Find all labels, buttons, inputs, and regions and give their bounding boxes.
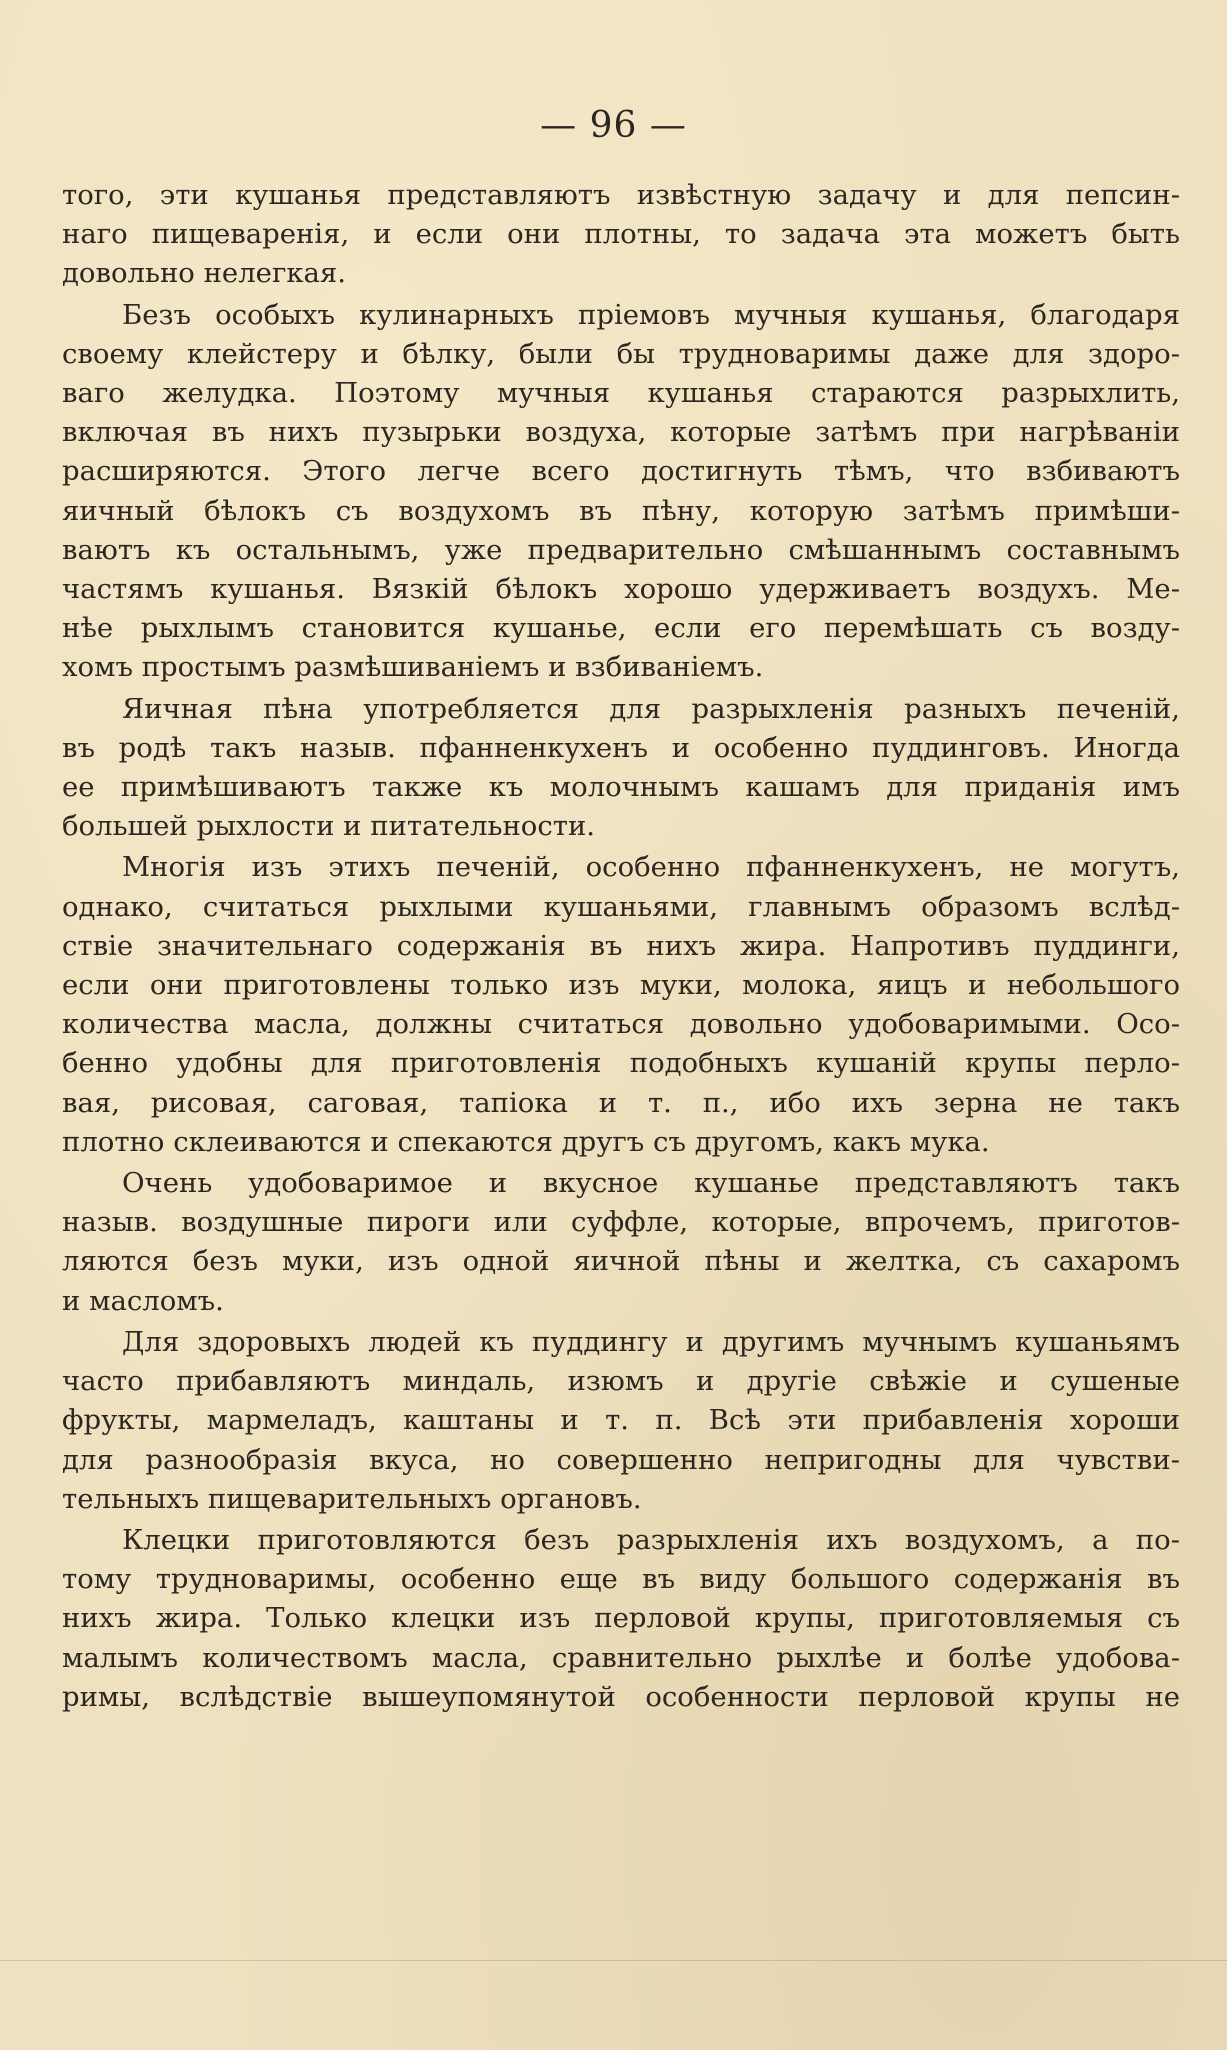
text-line: тельныхъ пищеварительныхъ органовъ. — [62, 1482, 642, 1515]
text-line: своему клейстеру и бѣлку, были бы трудноваримы даже для здоро- — [62, 337, 1180, 370]
text-line: Безъ особыхъ кулинарныхъ пріемовъ мучныя кушанья, благодаря — [122, 298, 1180, 331]
text-line: довольно нелегкая. — [62, 257, 347, 290]
text-line: нихъ жира. Только клецки изъ перловой крупы, приготовляемыя съ — [62, 1602, 1180, 1635]
text-line: для разнообразія вкуса, но совершенно непригодны для чувстви- — [62, 1443, 1180, 1476]
text-line: нѣе рыхлымъ становится кушанье, если его перемѣшать съ возду- — [62, 612, 1180, 645]
text-line: малымъ количествомъ масла, сравнительно рыхлѣе и болѣе удобова- — [62, 1641, 1180, 1674]
text-line: однако, считаться рыхлыми кушаньями, главнымъ образомъ вслѣд- — [62, 890, 1180, 923]
text-line: наго пищеваренія, и если они плотны, то задача эта можетъ быть — [62, 218, 1180, 251]
text-line: расширяются. Этого легче всего достигнуть тѣмъ, что взбиваютъ — [62, 455, 1180, 488]
text-line: назыв. воздушные пироги или суффле, которые, впрочемъ, приготов- — [62, 1206, 1180, 1239]
text-line: частямъ кушанья. Вязкій бѣлокъ хорошо удерживаетъ воздухъ. Ме- — [62, 573, 1180, 606]
text-line: Клецки приготовляются безъ разрыхленія ихъ воздухомъ, а по- — [122, 1523, 1180, 1556]
text-line: Яичная пѣна употребляется для разрыхленія разныхъ печеній, — [122, 692, 1180, 725]
paragraph — [62, 1323, 1180, 1519]
text-line: большей рыхлости и питательности. — [62, 810, 596, 843]
text-line: того, эти кушанья представляютъ извѣстную задачу и для пепсин- — [62, 179, 1180, 211]
text-line: часто прибавляютъ миндаль, изюмъ и другіе свѣжіе и сушеные — [62, 1365, 1180, 1398]
text-line: Многія изъ этихъ печеній, особенно пфанненкухенъ, не могутъ, — [122, 851, 1180, 884]
text-line: яичный бѣлокъ съ воздухомъ въ пѣну, которую затѣмъ примѣши- — [62, 494, 1180, 527]
text-line: плотно склеиваются и спекаются другъ съ другомъ, какъ мука. — [62, 1125, 990, 1158]
paragraph — [62, 848, 1180, 1162]
text-line: Для здоровыхъ людей къ пуддингу и другимъ мучнымъ кушаньямъ — [122, 1325, 1180, 1358]
page-number: — 96 — — [540, 105, 687, 146]
text-line: бенно удобны для приготовленія подобныхъ кушаній крупы перло- — [62, 1047, 1180, 1080]
paragraph — [62, 1164, 1180, 1321]
text-line: ваго желудка. Поэтому мучныя кушанья стараются разрыхлить, — [62, 377, 1180, 410]
text-line: ствіе значительнаго содержанія въ нихъ жира. Напротивъ пуддинги, — [62, 929, 1180, 962]
text-line: хомъ простымъ размѣшиваніемъ и взбиваніемъ. — [62, 651, 764, 684]
text-line: римы, вслѣдствіе вышеупомянутой особенности перловой крупы не — [62, 1680, 1180, 1713]
text-line: Очень удобоваримое и вкусное кушанье представляютъ такъ — [122, 1167, 1180, 1200]
page-bottom-edge — [0, 1960, 1227, 1961]
text-line: если они приготовлены только изъ муки, молока, яицъ и небольшого — [62, 969, 1180, 1002]
text-line: тому трудноваримы, особенно еще въ виду большого содержанія въ — [62, 1563, 1180, 1596]
text-line: ваютъ къ остальнымъ, уже предварительно смѣшаннымъ составнымъ — [62, 533, 1180, 566]
paragraph — [62, 296, 1180, 688]
paragraph — [62, 176, 1180, 294]
text-line: въ родѣ такъ назыв. пфанненкухенъ и особенно пуддинговъ. Иногда — [62, 731, 1180, 764]
paragraph — [62, 690, 1180, 847]
text-line: ее примѣшиваютъ также къ молочнымъ кашамъ для приданія имъ — [62, 771, 1180, 804]
text-line: включая въ нихъ пузырьки воздуха, которые затѣмъ при нагрѣваніи — [62, 416, 1180, 449]
text-line: и масломъ. — [62, 1284, 224, 1317]
text-line: фрукты, мармеладъ, каштаны и т. п. Всѣ эти прибавленія хороши — [62, 1404, 1180, 1437]
paragraph — [62, 1521, 1180, 1717]
text-line: вая, рисовая, саговая, тапіока и т. п., ибо ихъ зерна не такъ — [62, 1086, 1180, 1119]
body-text — [62, 176, 1180, 1717]
text-line: ляются безъ муки, изъ одной яичной пѣны и желтка, съ сахаромъ — [62, 1245, 1180, 1278]
text-line: количества масла, должны считаться довольно удобоваримыми. Осо- — [62, 1008, 1180, 1041]
